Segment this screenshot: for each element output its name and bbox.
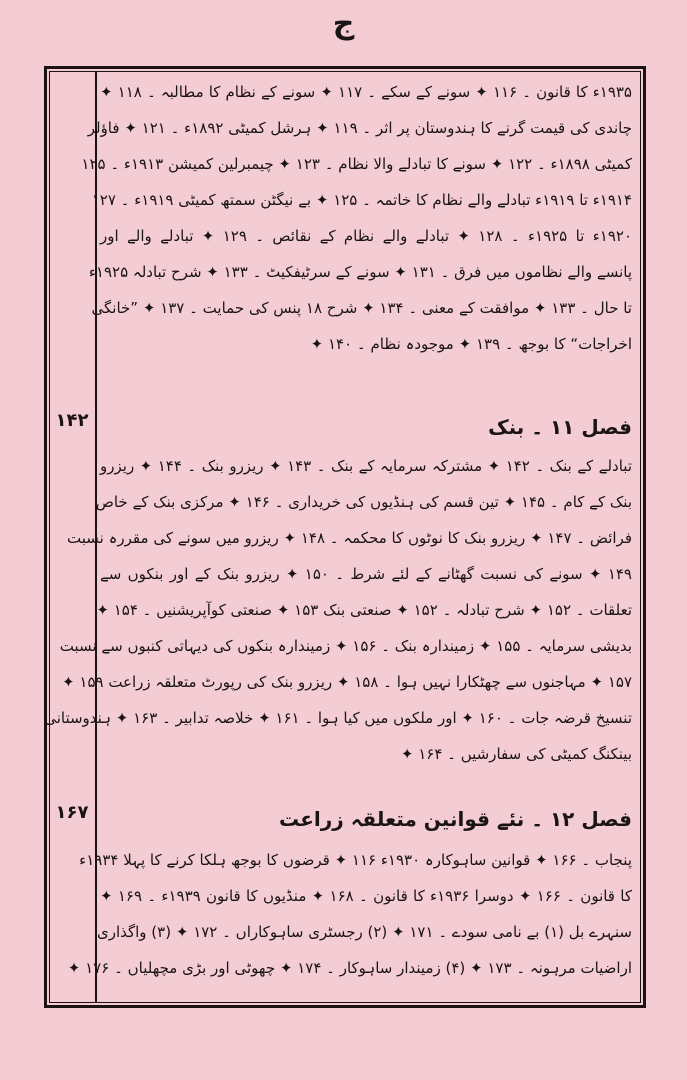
text-line: کمیٹی ۱۸۹۸ء ۔ ۱۲۲ ✦ سونے کا تبادلے والا نظام ۔ ۱۲۳ ✦ چیمبرلین کمیشن ۱۹۱۳ء ۔ ۱۲۵ [81, 155, 632, 173]
text-line: بدیشی سرمایہ ۔ ۱۵۵ ✦ زمیندارہ بنک ۔ ۱۵۶ ✦ زمیندارہ بنکوں کی دیہاتی کنبوں سے نسبت [59, 637, 632, 655]
text-line: ۱۹۳۵ء کا قانون ۔ ۱۱۶ ✦ سونے کے سکے ۔ ۱۱۷ ✦ سونے کے نظام کا مطالبہ ۔ ۱۱۸ ✦ [100, 83, 632, 101]
text-line: ۱۹۲۰ء تا ۱۹۲۵ء ۔ ۱۲۸ ✦ تبادلے والے نظام کے نقائص ۔ ۱۲۹ ✦ تبادلے والے اور [100, 227, 632, 245]
chapter-12-heading: فصل ۱۲ ۔ نئے قوانین متعلقہ زراعت [279, 807, 632, 831]
page-letter: ج [332, 6, 355, 41]
text-line: ۱۹۱۴ء تا ۱۹۱۹ء تبادلے والے نظام کا خاتمہ ۔ ۱۲۵ ✦ بے نیگٹن سمتھ کمیٹی ۱۹۱۹ء ۔ ۱۲۷ [91, 191, 632, 209]
text-line: تا حال ۔ ۱۳۳ ✦ موافقت کے معنی ۔ ۱۳۴ ✦ شرح ۱۸ پنس کی حمایت ۔ ۱۳۷ ✦ ”خانگی [91, 299, 632, 317]
text-line: کا قانون ۔ ۱۶۶ ✦ دوسرا ۱۹۳۶ء کا قانون ۔ ۱۶۸ ✦ منڈیوں کا قانون ۱۹۳۹ء ۔ ۱۶۹ ✦ [100, 887, 632, 905]
chapter-11-page-number: ۱۴۲ [55, 410, 89, 431]
text-line: تنسیخ قرضہ جات ۔ ۱۶۰ ✦ اور ملکوں میں کیا ہوا ۔ ۱۶۱ ✦ خلاصہ تدابیر ۔ ۱۶۳ ✦ ہندوستانی [44, 709, 632, 727]
text-line: بنک کے کام ۔ ۱۴۵ ✦ تین قسم کی ہنڈیوں کی خریداری ۔ ۱۴۶ ✦ مرکزی بنک کے خاص [95, 493, 632, 511]
text-line: اخراجات“ کا بوجھ ۔ ۱۳۹ ✦ موجودہ نظام ۔ ۱۴۰ ✦ [310, 335, 632, 353]
text-line: اراضیات مرہونہ ۔ ۱۷۳ ✦ (۴) زمیندار ساہوکار ۔ ۱۷۴ ✦ چھوٹی اور بڑی مچھلیاں ۔ ۱۷۶ ✦ [67, 959, 632, 977]
text-line: پانسے والے نظاموں میں فرق ۔ ۱۳۱ ✦ سونے کے سرٹیفکیٹ ۔ ۱۳۳ ✦ شرح تبادلہ ۱۹۲۵ء [88, 263, 632, 281]
text-line: فرائض ۔ ۱۴۷ ✦ ریزرو بنک کا نوٹوں کا محکمہ ۔ ۱۴۸ ✦ ریزرو میں سونے کی مقررہ نسبت [67, 529, 632, 547]
text-line: تبادلے کے بنک ۔ ۱۴۲ ✦ مشترکہ سرمایہ کے بنک ۔ ۱۴۳ ✦ ریزرو بنک ۔ ۱۴۴ ✦ ریزرو [100, 457, 632, 475]
text-line: پنجاب ۔ ۱۶۶ ✦ قوانین ساہوکارہ ۱۹۳۰ء ۱۱۶ ✦ قرضوں کا بوجھ ہلکا کرنے کا پہلا ۱۹۳۴ء [79, 851, 632, 869]
text-line: بینکنگ کمیٹی کی سفارشیں ۔ ۱۶۴ ✦ [400, 745, 632, 763]
text-line: تعلقات ۔ ۱۵۲ ✦ شرح تبادلہ ۔ ۱۵۲ ✦ صنعتی بنک ۱۵۳ ✦ صنعتی کوآپریشنیں ۔ ۱۵۴ ✦ [96, 601, 632, 619]
chapter-12-page-number: ۱۶۷ [55, 802, 89, 823]
text-line: چاندی کی قیمت گرنے کا ہندوستان پر اثر ۔ ۱۱۹ ✦ ہرشل کمیٹی ۱۸۹۲ء ۔ ۱۲۱ ✦ فاؤلر [87, 119, 632, 137]
text-line: ۱۵۷ ✦ مہاجنوں سے چھٹکارا نہیں ہوا ۔ ۱۵۸ ✦ ریزرو بنک کی رپورٹ متعلقہ زراعت ۱۵۹ ✦ [62, 673, 632, 691]
chapter-11-heading: فصل ۱۱ ۔ بنک [488, 415, 632, 439]
text-line: سنہرے بل (۱) بے نامی سودے ۔ ۱۷۱ ✦ (۲) رجسٹری ساہوکاراں ۔ ۱۷۲ ✦ (۳) واگذاری [96, 923, 632, 941]
text-line: ۱۴۹ ✦ سونے کی نسبت گھٹانے کے لئے شرط ۔ ۱۵۰ ✦ ریزرو بنک کے اور بنکوں سے [100, 565, 632, 583]
